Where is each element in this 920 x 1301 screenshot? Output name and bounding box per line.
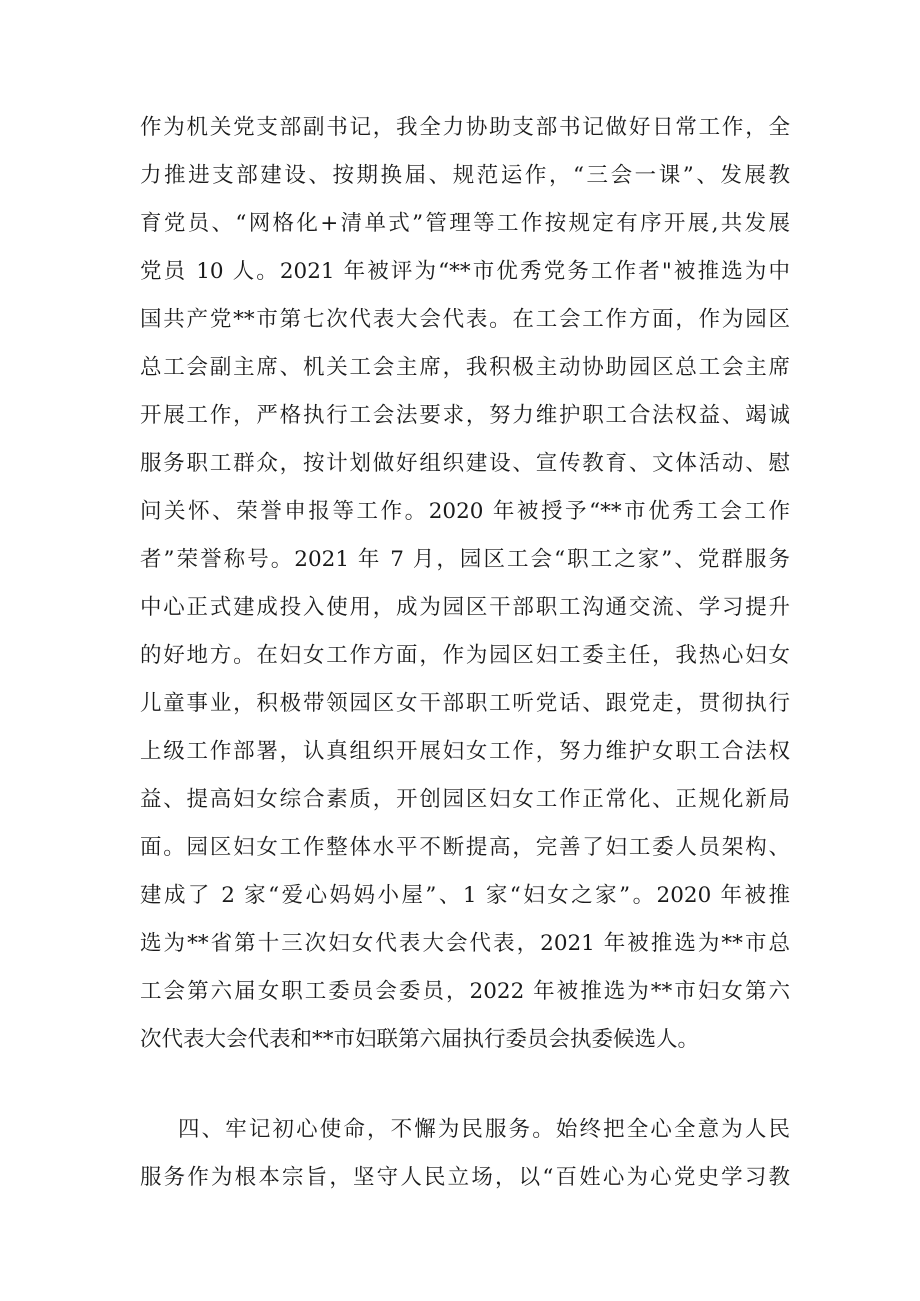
text-line: 工会第六届女职工委员会委员，2022 年被推选为**市妇女第六 bbox=[140, 979, 790, 1004]
text-line: 建成了 2 家“爱心妈妈小屋”、1 家“妇女之家”。2020 年被推 bbox=[140, 883, 790, 908]
text-line: 问关怀、荣誉申报等工作。2020 年被授予“**市优秀工会工作 bbox=[140, 499, 790, 524]
text-line: 国共产党**市第七次代表大会代表。在工会工作方面，作为园区 bbox=[140, 307, 790, 332]
text-line: 力推进支部建设、按期换届、规范运作，“三会一课”、发展教 bbox=[140, 163, 790, 188]
text-line: 党员 10 人。2021 年被评为“**市优秀党务工作者"被推选为中 bbox=[140, 259, 790, 284]
text-line: 总工会副主席、机关工会主席，我积极主动协助园区总工会主席 bbox=[140, 355, 790, 380]
text-line: 选为**省第十三次妇女代表大会代表，2021 年被推选为**市总 bbox=[140, 931, 790, 956]
text-line: 作为机关党支部副书记，我全力协助支部书记做好日常工作，全 bbox=[140, 115, 790, 140]
text-line: 服务作为根本宗旨，坚守人民立场，以“百姓心为心党史学习教 bbox=[140, 1165, 790, 1190]
text-line: 益、提高妇女综合素质，开创园区妇女工作正常化、正规化新局 bbox=[140, 787, 790, 812]
text-line: 儿童事业，积极带领园区女干部职工听党话、跟党走，贯彻执行 bbox=[140, 691, 790, 716]
section-heading-line: 四、牢记初心使命，不懈为民服务。始终把全心全意为人民 bbox=[178, 1117, 790, 1142]
text-line: 者”荣誉称号。2021 年 7 月，园区工会“职工之家”、党群服务 bbox=[140, 547, 790, 572]
text-line: 中心正式建成投入使用，成为园区干部职工沟通交流、学习提升 bbox=[140, 595, 790, 620]
text-line: 服务职工群众，按计划做好组织建设、宣传教育、文体活动、慰 bbox=[140, 451, 790, 476]
text-line: 上级工作部署，认真组织开展妇女工作，努力维护女职工合法权 bbox=[140, 739, 790, 764]
text-line: 开展工作，严格执行工会法要求，努力维护职工合法权益、竭诚 bbox=[140, 403, 790, 428]
text-line: 的好地方。在妇女工作方面，作为园区妇工委主任，我热心妇女 bbox=[140, 643, 790, 668]
text-line: 面。园区妇女工作整体水平不断提高，完善了妇工委人员架构、 bbox=[140, 835, 790, 860]
paragraph-work-duties bbox=[140, 104, 790, 1064]
text-line: 育党员、“网格化+清单式”管理等工作按规定有序开展,共发展 bbox=[140, 211, 790, 236]
paragraph-section-four bbox=[140, 1106, 790, 1202]
text-line: 次代表大会代表和**市妇联第六届执行委员会执委候选人。 bbox=[140, 1027, 700, 1052]
